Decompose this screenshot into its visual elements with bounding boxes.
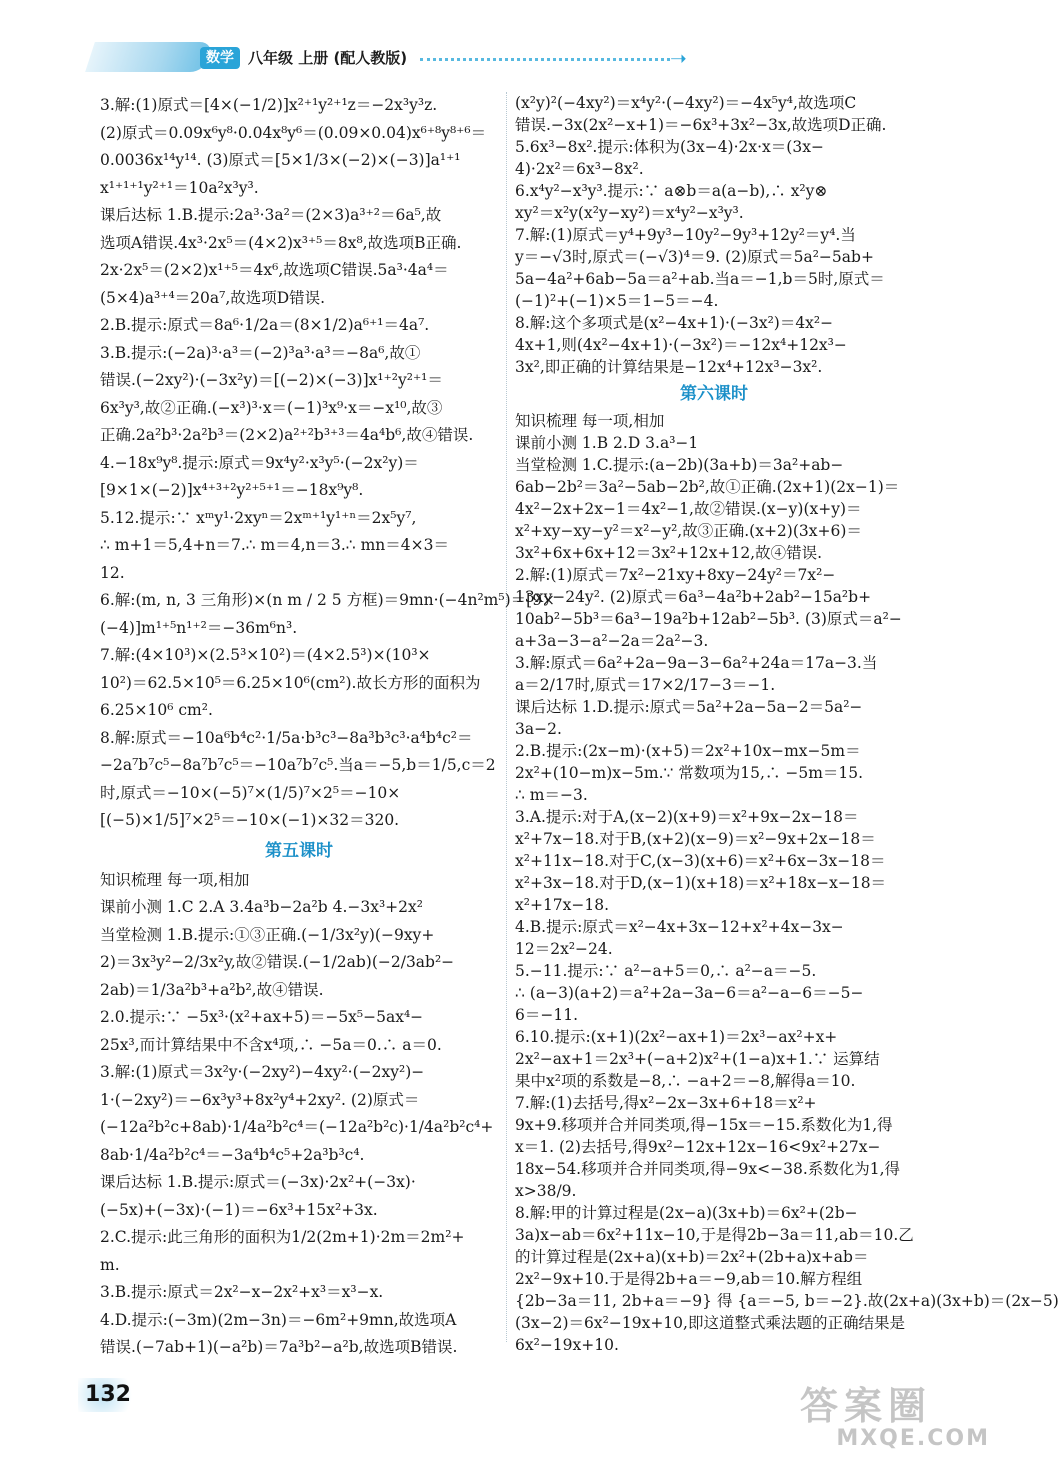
answer-line: 3.解:原式＝6a²+2a−9a−3−6a²+24a＝17a−3.当 [515,654,878,672]
answer-line: 课前小测 1.C 2.A 3.4a³b−2a²b 4.−3x³+2x² [100,898,423,916]
answer-line: 25x³,而计算结果中不含x⁴项,∴ −5a＝0.∴ a＝0. [100,1035,442,1054]
answer-line: 果中x²项的系数是−8,∴ −a+2＝−8,解得a＝10. [515,1072,856,1090]
answer-line: 4)·2x²＝6x³−8x². [515,160,644,178]
answer-line: ∴ m＝−3. [515,786,588,804]
answer-line: 2.B.提示:(2x−m)·(x+5)＝2x²+10x−mx−5m＝ [515,742,861,760]
answer-line: 3x²+6x+6x+12＝3x²+12x+12,故④错误. [515,544,823,562]
answer-line: 知识梳理 每一项,相加 [100,870,250,889]
answer-line: 7.解:(4×10³)×(2.5³×10²)＝(4×2.5³)×(10³× [100,646,431,664]
answer-line: 10²)＝62.5×10⁵＝6.25×10⁶(cm²).故长方形的面积为 [100,673,481,692]
answer-line: 2)＝3x³y²−2/3x²y,故②错误.(−1/2ab)(−2/3ab²− [100,953,455,971]
answer-line: 课后达标 1.B.提示:原式＝(−3x)·2x²+(−3x)· [100,1173,416,1191]
answer-line: 6.x⁴y²−x³y³.提示:∵ a⊗b＝a(a−b),∴ x²y⊗ [515,182,828,200]
answer-line: x¹⁺¹⁺¹y²⁺¹＝10a²x³y³. [100,178,259,197]
answer-line: 时,原式＝−10×(−5)⁷×(1/5)⁷×2⁵＝−10× [100,783,401,802]
answer-line: 错误.(−7ab+1)(−a²b)＝7a³b²−a²b,故选项B错误. [100,1338,458,1356]
right-column [515,92,1059,1356]
answer-line: 3a−2. [515,720,562,738]
answer-line: (x²y)²(−4xy²)＝x⁴y²·(−4xy²)＝−4x⁵y⁴,故选项C [515,94,857,112]
watermark [800,1385,990,1455]
answer-line: 错误.(−2xy²)·(−3x²y)＝[(−2)×(−3)]x¹⁺²y²⁺¹＝ [100,371,443,389]
answer-line: x>38/9. [515,1182,577,1200]
answer-line: 6.解:(m, n, 3 三角形)×(n m / 2 5 方框)＝9mn·(−4n²m⁵)＝[9× [100,591,556,609]
answer-line: 课后达标 1.B.提示:2a³·3a²＝(2×3)a³⁺²＝6a⁵,故 [100,206,442,224]
answer-line: 13xy−24y². (2)原式＝6a³−4a²b+2ab²−15a²b+ [515,588,872,606]
answer-line: 5.12.提示:∵ xᵐy¹·2xyⁿ＝2xᵐ⁺¹y¹⁺ⁿ＝2x⁵y⁷, [100,508,417,527]
answer-line: 2x²+(10−m)x−5m.∵ 常数项为15,∴ −5m＝15. [515,764,864,782]
answer-line: 5.−11.提示:∵ a²−a+5＝0,∴ a²−a＝−5. [515,962,817,980]
answer-line: (5×4)a³⁺⁴＝20a⁷,故选项D错误. [100,288,326,307]
page-number: 132 [78,1378,138,1412]
answer-line: 6x²−19x+10. [515,1336,619,1354]
answer-line: (−5x)+(−3x)·(−1)＝−6x³+15x²+3x. [100,1200,378,1219]
answer-line: 当堂检测 1.B.提示:①③正确.(−1/3x²y)(−9xy+ [100,925,435,944]
answer-line: 2x²−9x+10.于是得2b+a＝−9,ab＝10.解方程组 [515,1270,863,1288]
answer-line: xy²＝x²y(x²y−xy²)＝x⁴y²−x³y³. [515,204,744,222]
answer-line: a+3a−3−a²−2a＝2a²−3. [515,632,709,650]
answer-line: 2.0.提示:∵ −5x³·(x²+ax+5)＝−5x⁵−5ax⁴− [100,1008,424,1026]
section-title-6: 第六课时 [680,384,748,404]
answer-line: 4.D.提示:(−3m)(2m−3n)＝−6m²+9mn,故选项A [100,1310,457,1329]
answer-line: x²+3x−18.对于D,(x−1)(x+18)＝x²+18x−x−18＝ [515,874,887,892]
answer-line: 8ab·1/4a²b²c⁴＝−3a⁴b⁴c⁵+2a³b³c⁴. [100,1145,365,1164]
answer-line: 选项A错误.4x³·2x⁵＝(4×2)x³⁺⁵＝8x⁸,故选项B正确. [100,233,462,252]
answer-line: 7.解:(1)去括号,得x²−2x−3x+6+18＝x²+ [515,1094,817,1112]
answer-line: [(−5)×1/5]⁷×2⁵＝−10×(−1)×32＝320. [100,811,400,829]
answer-line: ∴ (a−3)(a+2)＝a²+2a−3a−6＝a²−a−6＝−5− [515,984,864,1002]
answer-line: (−1)²+(−1)×5＝1−5＝−4. [515,292,719,310]
answer-line: 错误.−3x(2x²−x+1)＝−6x³+3x²−3x,故选项D正确. [515,116,887,134]
answer-line: 正确.2a²b³·2a²b³＝(2×2)a²⁺²b³⁺³＝4a⁴b⁶,故④错误. [100,426,474,444]
answer-line: 课前小测 1.B 2.D 3.a³−1 [515,434,699,452]
answer-line: x²+17x−18. [515,896,610,914]
answer-line: 18x−54.移项并合并同类项,得−9x<−38.系数化为1,得 [515,1160,901,1178]
column-divider [506,92,507,1342]
answer-line: 6＝−11. [515,1006,578,1024]
answer-line: 2x·2x⁵＝(2×2)x¹⁺⁵＝4x⁶,故选项C错误.5a³·4a⁴＝ [100,261,449,279]
grade-info: 八年级 上册 (配人教版) [248,49,408,67]
answer-line: 3.B.提示:原式＝2x²−x−2x²+x³＝x³−x. [100,1283,384,1301]
answer-line: 3x²,即正确的计算结果是−12x⁴+12x³−3x². [515,358,823,376]
section-title-5: 第五课时 [265,840,333,861]
answer-line: a＝2/17时,原式＝17×2/17−3＝−1. [515,676,776,694]
answer-line: x²+11x−18.对于C,(x−3)(x+6)＝x²+6x−3x−18＝ [515,852,886,870]
answer-line: (3x−2)＝6x²−19x+10,即这道整式乘法题的正确结果是 [515,1314,905,1332]
answer-line: 12. [100,563,125,582]
answer-line: 8.解:这个多项式是(x²−4x+1)·(−3x²)＝4x²− [515,314,834,332]
answer-line: 3.解:(1)原式＝[4×(−1/2)]x²⁺¹y²⁺¹z＝−2x³y³z. [100,96,438,114]
answer-line: (−4)]m¹⁺⁵n¹⁺²＝−36m⁶n³. [100,618,298,637]
answer-line: 7.解:(1)原式＝y⁴+9y³−10y²−9y³+12y²＝y⁴.当 [515,226,856,244]
answer-line: 4x²−2x+2x−1＝4x²−1,故②错误.(x−y)(x+y)＝ [515,500,862,518]
answer-line: 3a)x−ab＝6x²+11x−10,于是得2b−3a＝11,ab＝10.乙 [515,1226,914,1244]
answer-line: 8.解:原式＝−10a⁶b⁴c²·1/5a·b³c³−8a³b³c³·a⁴b⁴c²＝ [100,728,473,747]
subject-badge: 数学 [200,47,240,69]
answer-line: 1·(−2xy²)＝−6x³y³+8x²y⁴+2xy². (2)原式＝ [100,1090,420,1109]
header-decoration [85,42,215,72]
answer-line: 6.10.提示:(x+1)(2x²−ax+1)＝2x³−ax²+x+ [515,1028,838,1046]
answer-line: [9×1×(−2)]x⁴⁺³⁺²y²⁺⁵⁺¹＝−18x⁹y⁸. [100,481,364,499]
page-header [0,0,1000,95]
answer-line: 0.0036x¹⁴y¹⁴. (3)原式＝[5×1/3×(−2)×(−3)]a¹⁺¹ [100,151,461,169]
answer-line: 10ab²−5b³＝6a³−19a²b+12ab²−5b³. (3)原式＝a²− [515,610,902,628]
answer-line: 当堂检测 1.C.提示:(a−2b)(3a+b)＝3a²+ab− [515,456,844,474]
answer-line: {2b−3a＝11, 2b+a＝−9} 得 {a＝−5, b＝−2}.故(2x+a)(3x+b)＝(2x−5) [515,1292,1059,1310]
arrow-icon: ➝ [670,46,687,70]
answer-line: x²+7x−18.对于B,(x+2)(x−9)＝x²−9x+2x−18＝ [515,830,876,848]
answer-line: 6x³y³,故②正确.(−x³)³·x＝(−1)³x⁹·x＝−x¹⁰,故③ [100,398,443,417]
section5-answers [100,867,498,1362]
answer-line: 课后达标 1.D.提示:原式＝5a²+2a−5a−2＝5a²− [515,698,863,716]
watermark-url: MXQE.COM [836,1426,990,1451]
answer-line: 2.C.提示:此三角形的面积为1/2(2m+1)·2m＝2m²+ [100,1228,465,1246]
answer-line: 3.A.提示:对于A,(x−2)(x+9)＝x²+9x−2x−18＝ [515,808,859,826]
answer-line: 5a−4a²+6ab−5a＝a²+ab.当a＝−1,b＝5时,原式＝ [515,270,885,288]
answer-line: −2a⁷b⁷c⁵−8a⁷b⁷c⁵＝−10a⁷b⁷c⁵.当a＝−5,b＝1/5,c＝2 [100,756,496,774]
answer-line: 5.6x³−8x².提示:体积为(3x−4)·2x·x＝(3x− [515,138,824,156]
answer-line: 3.解:(1)原式＝3x²y·(−2xy²)−4xy²·(−2xy²)− [100,1063,425,1081]
answer-line: 2ab)＝1/3a²b³+a²b²,故④错误. [100,980,324,999]
answer-line: (2)原式＝0.09x⁶y⁸·0.04x⁸y⁶＝(0.09×0.04)x⁶⁺⁸y⁸⁺⁶＝ [100,123,487,142]
answer-line: 2.B.提示:原式＝8a⁶·1/2a＝(8×1/2)a⁶⁺¹＝4a⁷. [100,316,430,334]
answer-line: 6.25×10⁶ cm². [100,701,213,719]
answer-line: 4.B.提示:原式＝x²−4x+3x−12+x²+4x−3x− [515,918,844,936]
answer-line: 4.−18x⁹y⁸.提示:原式＝9x⁴y²·x³y⁵·(−2x²y)＝ [100,453,419,472]
answer-line: 9x+9.移项并合并同类项,得−15x＝−15.系数化为1,得 [515,1116,893,1134]
answer-line: 2.解:(1)原式＝7x²−21xy+8xy−24y²＝7x²− [515,566,836,584]
answer-line: 6ab−2b²＝3a²−5ab−2b²,故①正确.(2x+1)(2x−1)＝ [515,478,900,496]
answer-line: 8.解:甲的计算过程是(2x−a)(3x+b)＝6x²+(2b− [515,1204,858,1222]
header-dotted-line [420,58,670,61]
section6-answers [515,410,1059,1356]
right-answers [515,92,913,378]
answer-line: ∴ m+1＝5,4+n＝7.∴ m＝4,n＝3.∴ mn＝4×3＝ [100,536,449,554]
answer-line: 12＝2x²−24. [515,940,613,958]
answer-line: m. [100,1255,120,1274]
watermark-logo: 答案圈 [800,1384,933,1428]
answer-line: y＝−√3时,原式＝(−√3)⁴＝9. (2)原式＝5a²−5ab+ [515,248,874,266]
answer-line: 2x²−ax+1＝2x³+(−a+2)x²+(1−a)x+1.∵ 运算结 [515,1050,880,1068]
answer-line: 知识梳理 每一项,相加 [515,412,665,430]
answer-line: (−12a²b²c+8ab)·1/4a²b²c⁴＝(−12a²b²c)·1/4a²b²c⁴+ [100,1118,494,1136]
answer-line: 4x+1,则(4x²−4x+1)·(−3x²)＝−12x⁴+12x³− [515,336,847,354]
answer-line: 3.B.提示:(−2a)³·a³＝(−2)³a³·a³＝−8a⁶,故① [100,343,421,362]
answer-line: x²+xy−xy−y²＝x²−y²,故③正确.(x+2)(3x+6)＝ [515,522,862,540]
answer-line: x＝1. (2)去括号,得9x²−12x+12x−16<9x²+27x− [515,1138,881,1156]
answer-line: 的计算过程是(2x+a)(x+b)＝2x²+(2b+a)x+ab＝ [515,1248,869,1266]
